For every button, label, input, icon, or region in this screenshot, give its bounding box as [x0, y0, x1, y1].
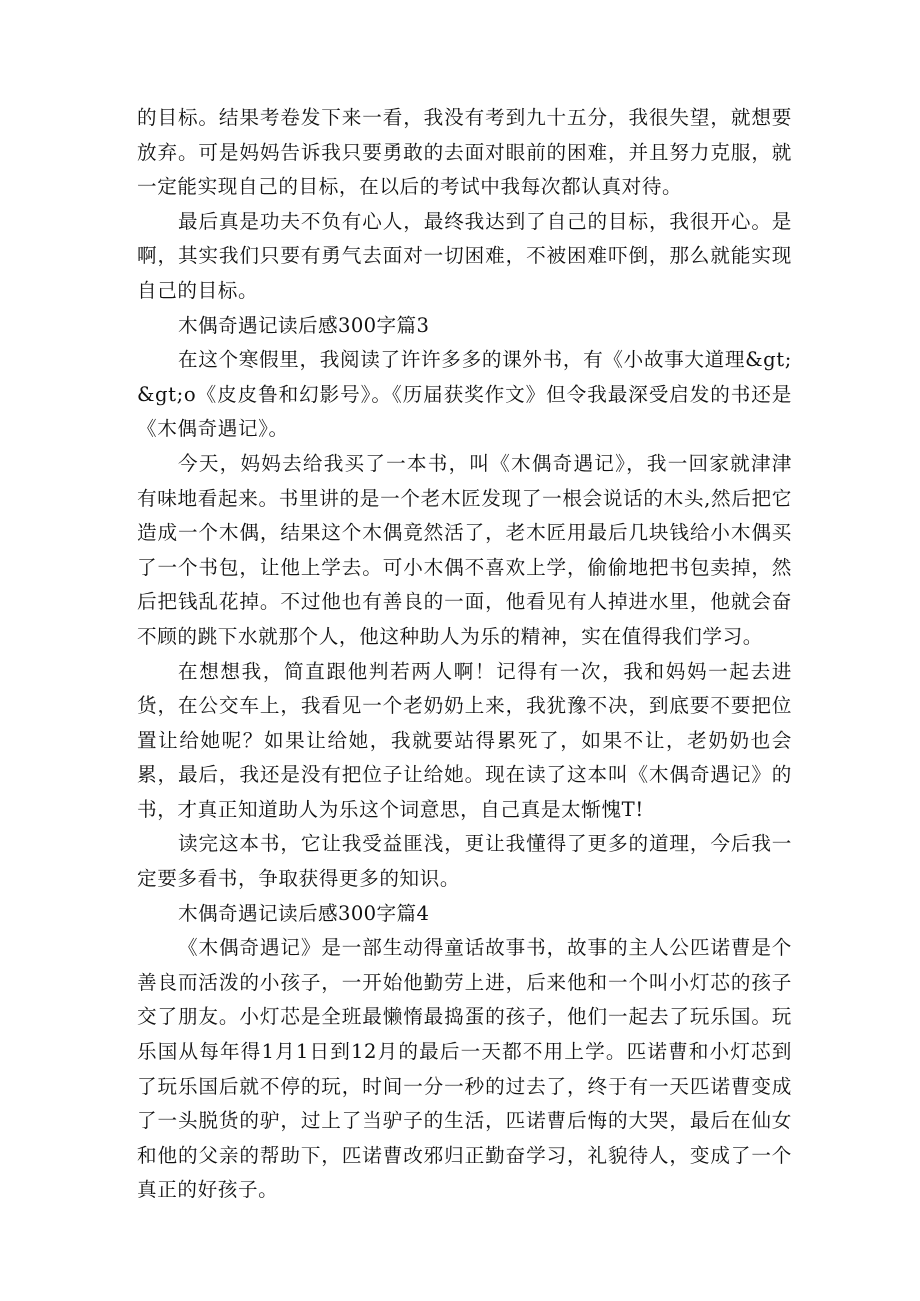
section-heading-4: 木偶奇遇记读后感300字篇4 — [178, 901, 430, 925]
paragraph-success: 最后真是功夫不负有心人，最终我达到了自己的目标，我很开心。是啊，其实我们只要有勇气去面对一切困难，不被困难吓倒，那么就能实现自己的目标。 — [137, 209, 792, 302]
section-heading-3: 木偶奇遇记读后感300字篇3 — [178, 313, 430, 337]
paragraph-story-summary: 今天，妈妈去给我买了一本书，叫《木偶奇遇记》，我一回家就津津有味地看起来。书里讲的是一个老木匠发现了一根会说话的木头,然后把它造成一个木偶，结果这个木偶竟然活了，老木匠用最后几块钱给小木偶买了一个书包，让他上学去。可小木偶不喜欢上学，偷偷地把书包卖掉，然后把钱乱花掉。不过他也有善良的一面，他看见有人掉进水里，他就会奋不顾的跳下水就那个人，他这种助人为乐的精神，实在值得我们学习。 — [137, 451, 792, 648]
paragraph-conclusion: 读完这本书，它让我受益匪浅，更让我懂得了更多的道理，今后我一定要多看书，争取获得更多的知识。 — [137, 832, 792, 891]
paragraph-winter-reading: 在这个寒假里，我阅读了许许多多的课外书，有《小故事大道理&gt;&gt;o《皮皮鲁和幻影号》。《历届获奖作文》但令我最深受启发的书还是《木偶奇遇记》。 — [137, 348, 792, 441]
paragraph-reflection: 在想想我，简直跟他判若两人啊！记得有一次，我和妈妈一起去进货，在公交车上，我看见一个老奶奶上来，我犹豫不决，到底要不要把位置让给她呢？如果让给她，我就要站得累死了，如果不让，老奶奶也会累，最后，我还是没有把位子让给她。现在读了这本叫《木偶奇遇记》的书，才真正知道助人为乐这个词意思，自己真是太惭愧T! — [137, 659, 792, 821]
paragraph-pinocchio-story: 《木偶奇遇记》是一部生动得童话故事书，故事的主人公匹诺曹是个善良而活泼的小孩子，一开始他勤劳上进，后来他和一个叫小灯芯的孩子交了朋友。小灯芯是全班最懒惰最捣蛋的孩子，他们一起去了玩乐国。玩乐国从每年得1月1日到12月的最后一天都不用上学。匹诺曹和小灯芯到了玩乐国后就不停的玩，时间一分一秒的过去了，终于有一天匹诺曹变成了一头脱货的驴，过上了当驴子的生活，匹诺曹后悔的大哭，最后在仙女和他的父亲的帮助下，匹诺曹改邪归正勤奋学习，礼貌待人，变成了一个真正的好孩子。 — [137, 936, 792, 1202]
paragraph-goal-end: 的目标。结果考卷发下来一看，我没有考到九十五分，我很失望，就想要放弃。可是妈妈告诉我只要勇敢的去面对眼前的困难，并且努力克服，就一定能实现自己的目标，在以后的考试中我每次都认真对待。 — [137, 106, 792, 199]
